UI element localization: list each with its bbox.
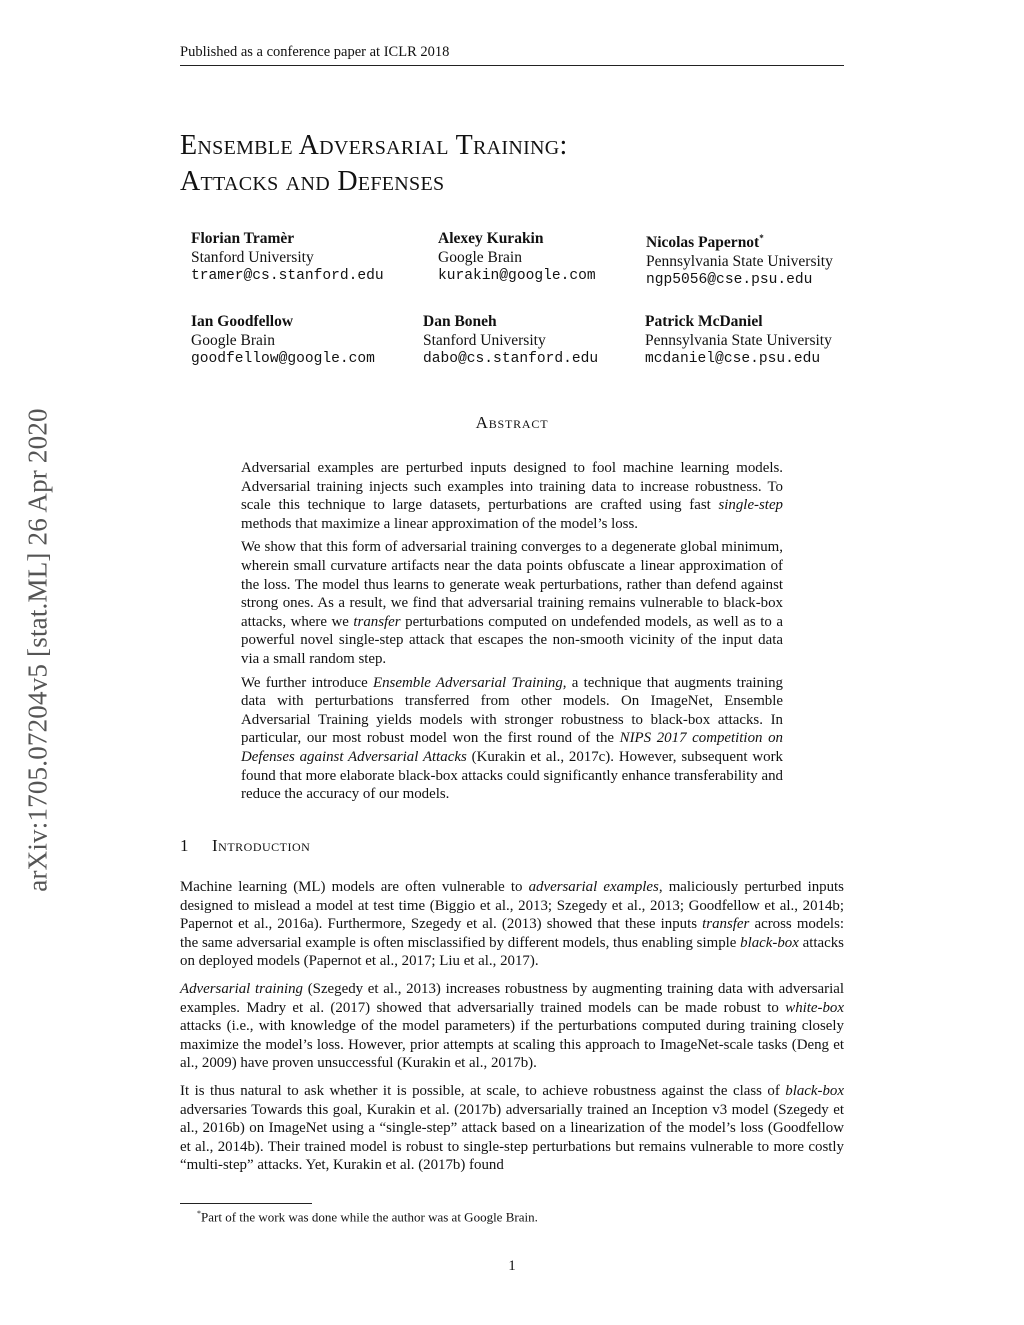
author-block bbox=[438, 229, 596, 286]
author-affiliation: Google Brain bbox=[191, 332, 275, 349]
body-paragraph: It is thus natural to ask whether it is possible, at scale, to achieve robustness against the class of black-box adversaries Towards this goal, Kurakin et al. (2017b) adversarially trained an Inception v3 model (Szegedy et al., 2016b) on ImageNet using a “single-step” attack based on a linearization of the model’s loss (Goodfellow et al., 2014b). Their trained model is robust to single-step perturbations but remains vulnerable to more costly “multi-step” attacks. Yet, Kurakin et al. (2017b) found bbox=[180, 1082, 844, 1174]
author-block bbox=[191, 312, 375, 369]
title-line-2: Attacks and Defenses bbox=[180, 166, 445, 197]
header-rule bbox=[180, 65, 844, 66]
page-number: 1 bbox=[508, 1258, 516, 1274]
author-affiliation: Pennsylvania State University bbox=[645, 332, 832, 349]
footnote-mark: * bbox=[197, 1209, 201, 1218]
author-name: Nicolas Papernot bbox=[646, 234, 760, 252]
author-affiliation: Google Brain bbox=[438, 249, 522, 266]
abstract-paragraph: We show that this form of adversarial training converges to a degenerate global minimum, wherein small curvature artifacts near the data points obfuscate a linear approximation of the loss. The model thus learns to generate weak perturbations, rather than defend against strong ones. As a result, we find that adversarial training remains vulnerable to black-box attacks, where we transfer perturbations computed on undefended models, as well as to a powerful novel single-step attack that escapes the non-smooth vicinity of the input data via a small random step. bbox=[241, 539, 783, 667]
author-email: mcdaniel@cse.psu.edu bbox=[645, 351, 821, 367]
author-email: goodfellow@google.com bbox=[191, 351, 375, 367]
footnote-mark: * bbox=[759, 233, 764, 243]
author-email: dabo@cs.stanford.edu bbox=[423, 351, 599, 367]
abstract-body bbox=[241, 459, 783, 809]
section-number: 1 bbox=[180, 836, 189, 855]
author-name: Florian Tramèr bbox=[191, 230, 295, 247]
author-block bbox=[646, 229, 833, 290]
section-title: Introduction bbox=[212, 836, 311, 855]
author-block bbox=[423, 312, 598, 369]
footnote-rule bbox=[180, 1203, 312, 1204]
author-affiliation: Stanford University bbox=[423, 332, 546, 349]
body-paragraph: Machine learning (ML) models are often vulnerable to adversarial examples, maliciously perturbed inputs designed to mislead a model at test time (Biggio et al., 2013; Szegedy et al., 2013; Goodfellow et al., 2014b; Papernot et al., 2016a). Furthermore, Szegedy et al. (2013) showed that these inputs transfer across models: the same adversarial example is often misclassified by different models, thus enabling simple black-box attacks on deployed models (Papernot et al., 2017; Liu et al., 2017). bbox=[180, 879, 844, 970]
author-email: tramer@cs.stanford.edu bbox=[191, 268, 384, 284]
author-name-with-mark bbox=[646, 229, 833, 252]
author-email: kurakin@google.com bbox=[438, 268, 596, 284]
running-header: Published as a conference paper at ICLR 2018 bbox=[180, 44, 450, 60]
title-line-1: Ensemble Adversarial Training: bbox=[180, 130, 568, 161]
author-email: ngp5056@cse.psu.edu bbox=[646, 272, 813, 289]
body-paragraph: Adversarial training (Szegedy et al., 2013) increases robustness by augmenting training data with adversarial examples. Madry et al. (2017) showed that adversarially trained models can be made robust to white-box attacks (i.e., with knowledge of the model parameters) if the perturbations computed during training closely maximize the model’s loss. However, prior attempts at scaling this approach to ImageNet-scale tasks (Deng et al., 2009) have proven unsuccessful (Kurakin et al., 2017b). bbox=[180, 980, 844, 1072]
footnote-text: Part of the work was done while the author was at Google Brain. bbox=[201, 1209, 538, 1225]
abstract-paragraph: We further introduce Ensemble Adversarial Training, a technique that augments training data with perturbations transferred from other models. On ImageNet, Ensemble Adversarial Training yields models with stronger robustness to black-box attacks. In particular, our most robust model won the first round of the NIPS 2017 competition on Defenses against Adversarial Attacks (Kurakin et al., 2017c). However, subsequent work found that more elaborate black-box attacks could significantly enhance transferability and reduce the accuracy of our models. bbox=[241, 674, 784, 803]
author-name: Ian Goodfellow bbox=[191, 313, 294, 330]
author-affiliation: Pennsylvania State University bbox=[646, 253, 833, 271]
author-name: Alexey Kurakin bbox=[438, 230, 544, 247]
abstract-paragraph: Adversarial examples are perturbed inputs designed to fool machine learning models. Adversarial training injects such examples into training data to increase robustness. To scale this technique to large datasets, perturbations are crafted using fast single-step methods that maximize a linear approximation of the model’s loss. bbox=[241, 460, 783, 532]
author-name: Patrick McDaniel bbox=[645, 313, 763, 330]
introduction-body bbox=[180, 878, 844, 1184]
author-affiliation: Stanford University bbox=[191, 249, 314, 266]
arxiv-side-label bbox=[8, 345, 68, 955]
abstract-heading: Abstract bbox=[475, 413, 549, 432]
arxiv-id-text: arXiv:1705.07204v5 [stat.ML] 26 Apr 2020 bbox=[22, 408, 53, 892]
author-block bbox=[645, 312, 832, 369]
footnote bbox=[197, 1209, 538, 1225]
paper-title bbox=[180, 128, 568, 200]
author-block bbox=[191, 229, 384, 286]
section-heading bbox=[180, 836, 310, 856]
author-name: Dan Boneh bbox=[423, 313, 497, 330]
